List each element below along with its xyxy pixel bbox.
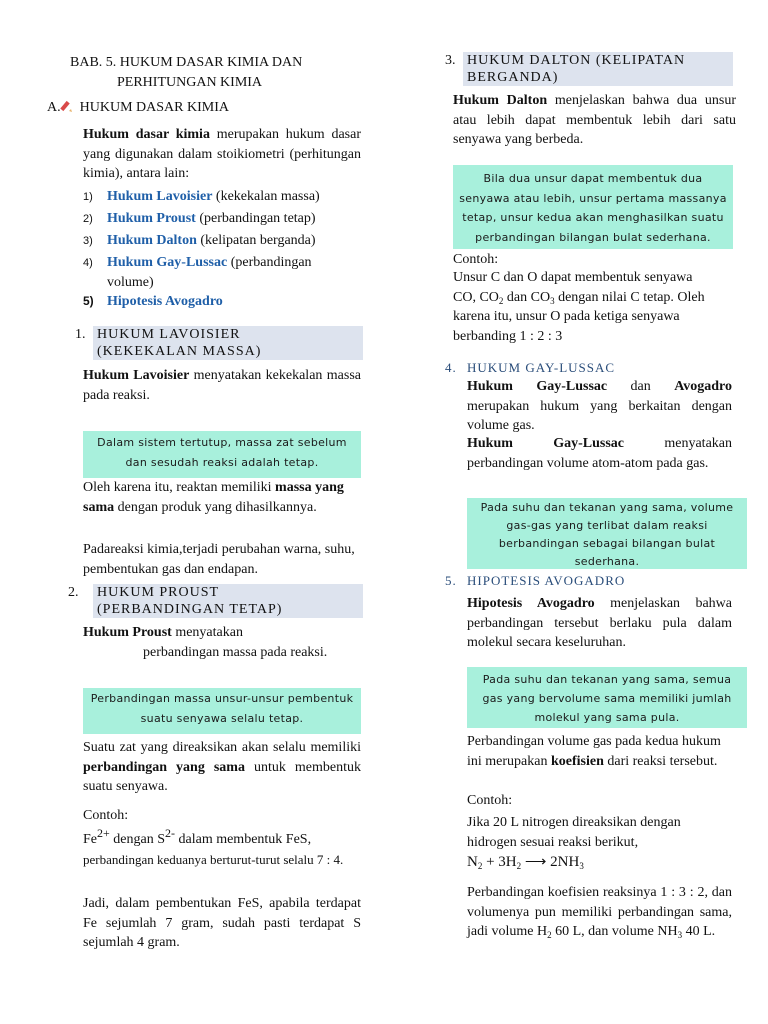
law-list-item-2: 2) Hukum Proust (perbandingan tetap)	[83, 211, 316, 226]
proust-heading: HUKUM PROUST (PERBANDINGAN TETAP)	[93, 584, 363, 618]
avogadro-callout: Pada suhu dan tekanan yang sama, semua gas yang bervolume sama memiliki jumlah molekul yang sama pula.	[467, 667, 747, 728]
intro-text: merupakan hukum dasar yang digunakan dalam stoikiometri (perhitungan kimia), antara lain:	[83, 127, 361, 181]
lavoisier-heading: HUKUM LAVOISIER (KEKEKALAN MASSA)	[93, 326, 363, 360]
avogadro-paragraph-3: Perbandingan koefisien reaksinya 1 : 3 : 2, dan volumenya pun memiliki perbandingan sama, jadi volume $H_2$ 60 L, dan volume $NH_3$ 40 L.	[467, 885, 732, 940]
dalton-paragraph-1: Hukum Dalton menjelaskan bahwa dua unsur atau lebih dapat membentuk lebih dari satu senyawa yang berbeda.	[453, 93, 736, 147]
avogadro-paragraph-1: Hipotesis Avogadro menjelaskan bahwa perbandingan tersebut berlaku pula dalam molekul secara keseluruhan.	[467, 596, 733, 650]
reaction-equation: $N_2 + 3H_2$ ⟶ $2NH_3$	[467, 854, 584, 871]
proust-contoh: Contoh:	[83, 808, 129, 823]
dalton-heading: HUKUM DALTON (KELIPATAN BERGANDA)	[463, 52, 733, 86]
dalton-contoh: Contoh:	[453, 252, 499, 267]
avogadro-number: 5.	[445, 573, 457, 588]
law-list-item-5: 5) Hipotesis Avogadro	[83, 294, 223, 309]
gaylussac-callout: Pada suhu dan tekanan yang sama, volume gas-gas yang terlibat dalam reaksi berbandingan sebagai bilangan bulat sederhana.	[467, 498, 747, 569]
proust-paragraph-2: Suatu zat yang direaksikan akan selalu memiliki perbandingan yang sama untuk membentuk suatu senyawa.	[83, 740, 361, 794]
chapter-title-line2: PERHITUNGAN KIMIA	[117, 74, 263, 90]
section-a-heading	[47, 98, 229, 118]
lavoisier-paragraph-2: Oleh karena itu, reaktan memiliki massa yang sama dengan produk yang dihasilkannya.	[83, 480, 344, 515]
gaylussac-heading: HUKUM GAY-LUSSAC	[467, 360, 616, 375]
proust-number: 2.	[68, 585, 79, 600]
avogadro-example: Jika 20 L nitrogen direaksikan dengan hidrogen sesuai reaksi berikut,	[467, 815, 681, 850]
lavoisier-paragraph-1: Hukum Lavoisier menyatakan kekekalan massa pada reaksi.	[83, 368, 361, 403]
avogadro-heading: HIPOTESIS AVOGADRO	[467, 573, 626, 588]
proust-callout: Perbandingan massa unsur-unsur pembentuk suatu senyawa selalu tetap.	[83, 688, 361, 734]
dalton-callout: Bila dua unsur dapat membentuk dua senyawa atau lebih, unsur pertama massanya tetap, unsur kedua akan menghasilkan suatu perbandingan bilangan bulat sederhana.	[453, 165, 733, 249]
intro-bold: Hukum dasar kimia	[83, 127, 210, 142]
lavoisier-callout: Dalam sistem tertutup, massa zat sebelum dan sesudah reaksi adalah tetap.	[83, 431, 361, 478]
gaylussac-number: 4.	[445, 360, 457, 375]
law-list-item-3: 3) Hukum Dalton (kelipatan berganda)	[83, 233, 316, 248]
avogadro-paragraph-2: Perbandingan volume gas pada kedua hukum ini merupakan koefisien dari reaksi tersebut.	[467, 734, 721, 769]
proust-paragraph-1: Hukum Proust menyatakan perbandingan massa pada reaksi.	[83, 625, 328, 660]
section-a-letter: A.	[47, 100, 61, 115]
gaylussac-paragraph-1: Hukum Gay-Lussac dan Avogadro merupakan hukum yang berkaitan dengan volume gas.	[467, 379, 733, 433]
chapter-title	[70, 53, 370, 92]
section-a-intro	[83, 125, 361, 184]
section-a-title: HUKUM DASAR KIMIA	[79, 100, 229, 115]
law-list-item-4: 4) Hukum Gay-Lussac (perbandingan volume)	[83, 255, 312, 290]
proust-paragraph-3: Jadi, dalam pembentukan FeS, apabila terdapat Fe sejumlah 7 gram, sudah pasti terdapat S sejumlah 4 gram.	[83, 896, 361, 950]
gaylussac-paragraph-2: Hukum Gay-Lussac menyatakan perbandingan volume atom-atom pada gas.	[467, 436, 732, 471]
dalton-number: 3.	[445, 53, 456, 68]
chapter-title-line1: BAB. 5. HUKUM DASAR KIMIA DAN	[70, 55, 303, 70]
law-list-item-1: 1) Hukum Lavoisier (kekekalan massa)	[83, 189, 320, 204]
avogadro-contoh: Contoh:	[467, 793, 513, 808]
proust-example: $Fe^{2+}$ dengan $S^{2-}$ dalam membentuk FeS, perbandingan keduanya berturut-turut selalu 7 : 4.	[83, 826, 344, 867]
dalton-example: Unsur C dan O dapat membentuk senyawa CO, $CO_2$ dan $CO_3$ dengan nilai C tetap. Oleh karena itu, unsur O pada ketiga senyawa berbanding 1 : 2 : 3	[453, 270, 705, 344]
lavoisier-paragraph-3: Padareaksi kimia,terjadi perubahan warna, suhu, pembentukan gas dan endapan.	[83, 542, 355, 577]
lavoisier-number: 1.	[75, 327, 86, 342]
